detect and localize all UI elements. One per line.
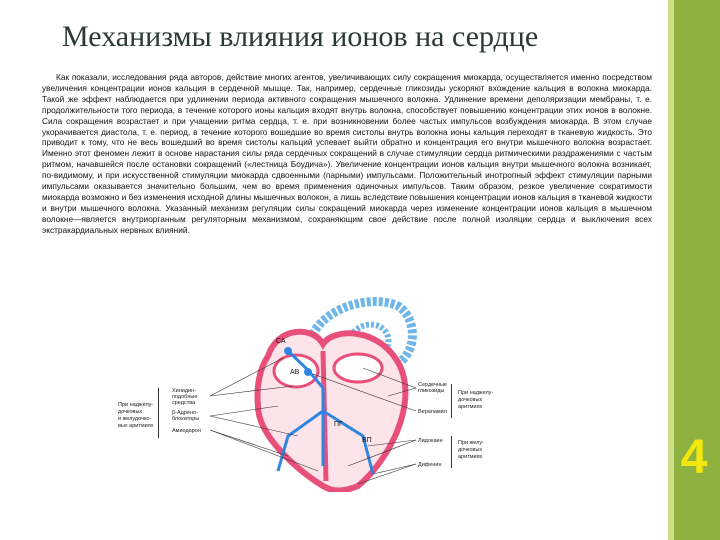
left-drug-1: Хинидин-подобные средства <box>172 388 198 406</box>
label-av: АВ <box>290 369 300 376</box>
right-drug-bottom-2: Дифенин <box>418 462 442 468</box>
right-group-bottom: При желу-дочковых аритмиях <box>458 440 484 460</box>
label-sa: СА <box>276 338 286 345</box>
right-top-bracket <box>451 384 452 418</box>
heart-diagram <box>118 296 508 492</box>
left-group-label: При наджелу-дочковых и желудочко-вых аритмиях <box>118 402 154 429</box>
body-paragraph: Как показали, исследования ряда авторов, действие многих агентов, увеличивающих силу сокращения миокарда, осуществляется именно посредством увеличения концентрации ионов кальция в сердечной мышце. Так, например, сердечные гликозиды ускоряют вхождение кальция в волокна миокарда. Такой же эффект наблюдается при удлинении периода активного сокращения мышечного волокна. Удлинение времени деполяризации мембраны, т. е. продолжительности того периода, в течение которого ионы кальция входят внутрь волокна, способствует повышению концентрации этих ионов в волокне. Сила сокращения возрастает и при учащении ритма сердца, т. е. при возникновении более частых импульсов возбуждения миокарда. В этом случае укорачивается диастола, т. е. период, в течение которого вошедшие во время систолы внутрь волокна ионы кальция переходят в тканевую жидкость. Это приводит к тому, что не весь вошедший во время систолы кальций успевает выйти обратно и концентрация его внутри мышечного волокна возрастает. Именно этот феномен лежит в основе нарастания силы ряда сердечных сокращений в случае стимуляции сердца ритмическими раздражениями с частым ритмом, начавшейся после остановки сокращений («лестница Боудича»). Увеличение концентрации ионов кальция внутри мышечного волокна возникает, по-видимому, и при искусственной стимуляции миокарда сдвоенными (парными) импульсами. Положительный инотропный эффект стимуляции парными импульсами оказывается значительно большим, чем во время применения одиночных импульсов. Таким образом, резкое увеличение сократимости миокарда возможно и без изменения исходной длины мышечных волокон, а лишь вследствие повышения концентрации ионов кальция в тканевой жидкости и внутри мышечного волокна. Указанный механизм регуляции силы сокращений миокарда через изменение концентрации ионов кальция в мышечном волокне—является внутриорганным регуляторным механизмом, сохраняющим свое действие после полной изоляции сердца и выключения всех экстракардиальных нервных влияний. <box>42 72 652 235</box>
label-vp: ВП <box>362 437 372 444</box>
right-bottom-bracket <box>451 436 452 468</box>
label-pg: ПГ <box>334 421 343 428</box>
page-number: 4 <box>680 431 708 484</box>
left-drug-3: Амиодарон <box>172 428 201 434</box>
slide-title: Механизмы влияния ионов на сердце <box>62 20 539 53</box>
av-node <box>304 368 312 376</box>
right-drug-top-2: Верапамил <box>418 409 447 415</box>
sa-node <box>284 347 292 355</box>
right-group-top: При наджелу-дочковых аритмиях <box>458 390 494 410</box>
left-atrium <box>334 354 382 382</box>
left-group-bracket <box>158 388 159 438</box>
right-drug-top-1: Сердечные гликозиды <box>418 382 447 394</box>
left-drug-2: β-Адрено-блокаторы <box>172 410 200 422</box>
heart-conduction-figure <box>118 296 508 492</box>
right-drug-bottom-1: Лидокаин <box>418 438 443 444</box>
